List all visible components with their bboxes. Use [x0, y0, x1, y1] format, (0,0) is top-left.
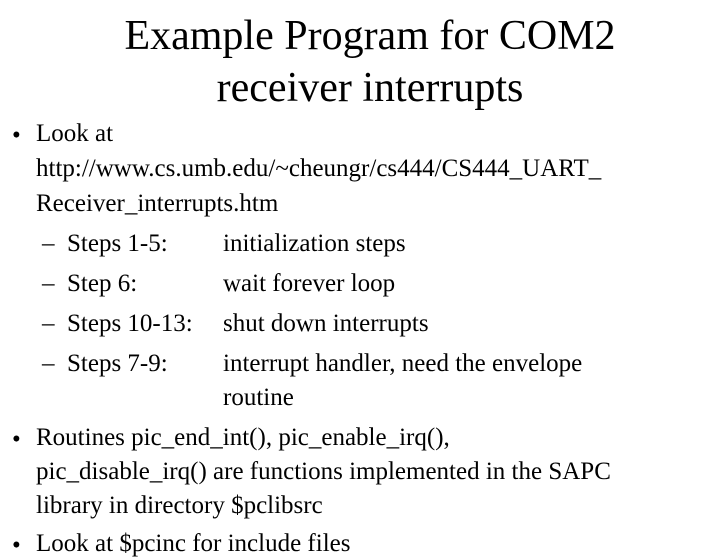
step-label: Steps 10-13: [67, 310, 193, 337]
step-label: Steps 1-5: [67, 230, 168, 257]
bullet-1-line-1: Look at [36, 120, 114, 147]
bullet-1-url-line-1[interactable]: http://www.cs.umb.edu/~cheungr/cs444/CS444_UART_ [36, 155, 602, 182]
bullet-2-line-3: library in directory $pclibsrc [36, 492, 323, 519]
step-label: Steps 7-9: [67, 350, 168, 377]
sub-bullet-marker: – [42, 230, 55, 257]
bullet-2-line-1: Routines pic_end_int(), pic_enable_irq(), [36, 424, 450, 451]
bullet-marker: • [12, 122, 21, 149]
sub-bullet-marker: – [42, 350, 55, 377]
bullet-3-line-1-partial: Look at $pcinc for include files [36, 530, 351, 557]
step-description: wait forever loop [223, 270, 396, 297]
slide-title [100, 10, 640, 114]
step-description: shut down interrupts [223, 310, 429, 337]
step-description: initialization steps [223, 230, 406, 257]
sub-bullet-marker: – [42, 270, 55, 297]
bullet-1-url-line-2[interactable]: Receiver_interrupts.htm [36, 190, 279, 217]
sub-bullet-marker: – [42, 310, 55, 337]
step-description: interrupt handler, need the envelope [223, 350, 583, 377]
bullet-marker: • [12, 532, 21, 559]
bullet-2-line-2: pic_disable_irq() are functions implemented in the SAPC [36, 458, 611, 485]
bullet-marker: • [12, 426, 21, 453]
slide-title-line-2: receiver interrupts [216, 65, 524, 111]
slide-title-line-1: Example Program for COM2 [124, 13, 616, 59]
step-description-continued: routine [223, 384, 294, 411]
step-label: Step 6: [67, 270, 138, 297]
